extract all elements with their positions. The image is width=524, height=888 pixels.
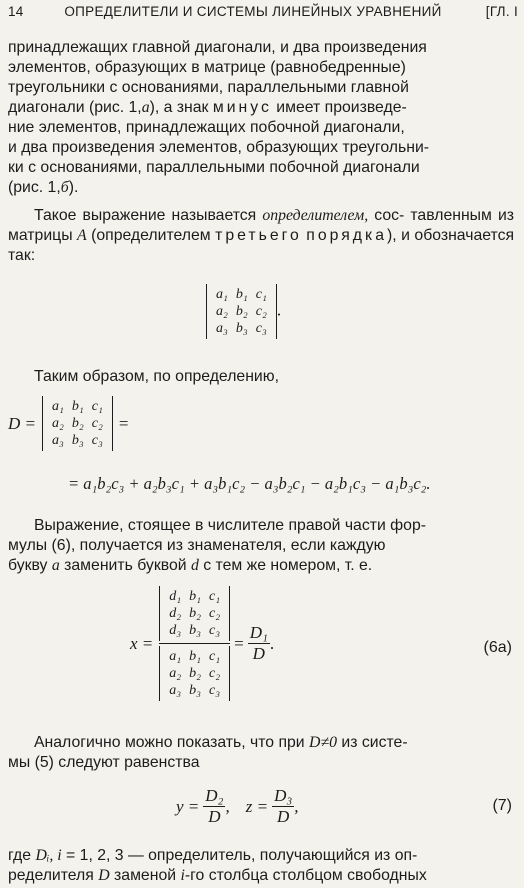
text-line: мы (5) следуют равенства (8, 754, 200, 771)
text-line: элементов, образующих в матрице (равнобедренные) (8, 59, 406, 76)
det-numerator-entry: c₃ (209, 623, 221, 638)
det-numerator-entry: d₃ (169, 623, 182, 638)
eq-D-equals: = (118, 413, 129, 433)
det-denominator-entry: a₁ (169, 649, 182, 664)
det-denominator-row (165, 648, 224, 665)
det3-row (212, 286, 271, 303)
det-denominator-entry: c₂ (209, 666, 221, 681)
text-line: диагонали (рис. 1,а), а знак минус имеет произведе- (8, 99, 407, 116)
text-line: букву a заменить буквой d с тем же номером, т. е. (8, 557, 373, 574)
text-line: Выражение, стоящее в числителе правой части фор- (34, 517, 427, 534)
detD-entry: b₁ (71, 399, 84, 414)
text-line: Аналогично можно показать, что при D≠0 из систе- (34, 734, 408, 751)
eq-6a-lhs: x = (130, 633, 154, 653)
text-line: треугольники с основаниями, параллельными главной (8, 79, 409, 96)
text-line: ние элементов, принадлежащих побочной диагонали, (8, 119, 405, 136)
paragraph-6 (8, 846, 514, 886)
detD-entry: b₃ (71, 433, 84, 448)
det-numerator-row (165, 605, 224, 622)
detD-entry: c₁ (91, 399, 103, 414)
fraction-D1-D: $\frac{\text{D₁}}{D}$ (249, 623, 268, 663)
det3-entry: b₂ (235, 304, 248, 319)
detD-entry: c₃ (91, 433, 103, 448)
eq-D-lhs: D = (8, 413, 36, 433)
det3-entry: c₃ (255, 321, 267, 336)
det-denominator-entry: a₃ (169, 683, 182, 698)
detD-entry: c₂ (91, 416, 103, 431)
det3-row (212, 320, 271, 337)
detD-row (48, 432, 107, 449)
equation-expansion: = a₁b₂c₃ + a₂b₃c₁ + a₃b₁c₂ − a₃b₂c₁ − a₂b₁c₃ − a₁b₃c₂. (68, 474, 431, 493)
det-denominator-entry: c₃ (209, 683, 221, 698)
det-denominator-entry: b₃ (189, 683, 202, 698)
equation-6a: x = d₁ b₁ c₁ d₂ b₂ c₂ d₃ b₃ c₃ a₁ b₁ c₁ a₂ b₂ c₂ a₃ b₃ c₃ = $\frac{\text{D₁}}{D}$ . (130, 586, 274, 701)
running-header (8, 0, 518, 22)
det-numerator-entry: d₁ (169, 589, 182, 604)
text-line: (рис. 1,б). (8, 179, 79, 196)
det-numerator-entry: b₁ (189, 589, 202, 604)
detD-row (48, 415, 107, 432)
equation-number-6a: (6a) (483, 639, 512, 656)
det-denominator-row (165, 665, 224, 682)
det3-entry: c₁ (255, 287, 267, 302)
chapter-label: [ГЛ. I (485, 3, 518, 19)
determinant-fraction (159, 586, 230, 701)
determinant-D (42, 396, 113, 451)
det-denominator-entry: a₂ (169, 666, 182, 681)
det-denominator-entry: b₁ (189, 649, 202, 664)
det3-entry: a₂ (216, 304, 228, 319)
fraction-D2-D: $\frac{\text{D₂}}{D}$ (205, 786, 224, 826)
det-numerator-row (165, 622, 224, 639)
det3-entry: a₁ (216, 287, 228, 302)
paragraph-4 (8, 516, 514, 576)
det-numerator-entry: c₂ (209, 606, 221, 621)
det-numerator-entry: c₁ (209, 589, 221, 604)
paragraph-1 (8, 38, 514, 198)
paragraph-2: Такое выражение называется определителем, сос- тавленным из матрицы A (определителем третьего порядка), и обозначается так: (8, 207, 515, 264)
determinant-numerator (159, 586, 230, 641)
text-line: где Dᵢ, i = 1, 2, 3 — определитель, получающийся из оп- (8, 847, 418, 864)
detD-row (48, 398, 107, 415)
determinant-denominator (159, 646, 230, 701)
det-denominator-entry: b₂ (189, 666, 202, 681)
equation-D (8, 396, 128, 451)
fraction-D3-D: $\frac{\text{D₃}}{D}$ (274, 786, 293, 826)
det-numerator-entry: b₂ (189, 606, 202, 621)
text-line: принадлежащих главной диагонали, и два произведения (8, 39, 427, 56)
det3-entry: b₁ (235, 287, 248, 302)
detD-entry: a₁ (52, 399, 64, 414)
paragraph-5 (8, 733, 514, 773)
equation-number-7: (7) (492, 797, 512, 814)
page-number: 14 (8, 3, 24, 19)
text-line: мулы (6), получается из знаменателя, если каждую (8, 537, 386, 554)
determinant-3x3 (206, 284, 277, 339)
detD-entry: a₂ (52, 416, 64, 431)
paragraph-3: Таким образом, по определению, (34, 368, 279, 385)
det3-entry: b₃ (235, 321, 248, 336)
det3-entry: a₃ (216, 321, 228, 336)
det3-row (212, 303, 271, 320)
det-numerator-entry: b₃ (189, 623, 202, 638)
det-denominator-entry: c₁ (209, 649, 221, 664)
det3-entry: c₂ (255, 304, 267, 319)
text-line: ределителя D заменой i-го столбца столбцом свободных (8, 867, 427, 884)
det3-table (212, 286, 271, 337)
detD-entry: b₂ (71, 416, 84, 431)
determinant-display: a₁ b₁ c₁ a₂ b₂ c₂ a₃ b₃ c₃ . (206, 284, 281, 339)
term-determinant: определителем, (262, 207, 369, 224)
det-numerator-entry: d₂ (169, 606, 182, 621)
header-title: ОПРЕДЕЛИТЕЛИ И СИСТЕМЫ ЛИНЕЙНЫХ УРАВНЕНИЙ (64, 3, 442, 19)
detD-entry: a₃ (52, 433, 64, 448)
equation-7: y = $\frac{\text{D₂}}{D}$ , z = $\frac{\text{D₃}}{D}$ , (176, 786, 299, 826)
text-line: и два произведения элементов, образующих треугольни- (8, 139, 430, 156)
det-denominator-row (165, 682, 224, 699)
det-numerator-row (165, 588, 224, 605)
text-line: ки с основаниями, параллельными побочной диагонали (8, 159, 420, 176)
